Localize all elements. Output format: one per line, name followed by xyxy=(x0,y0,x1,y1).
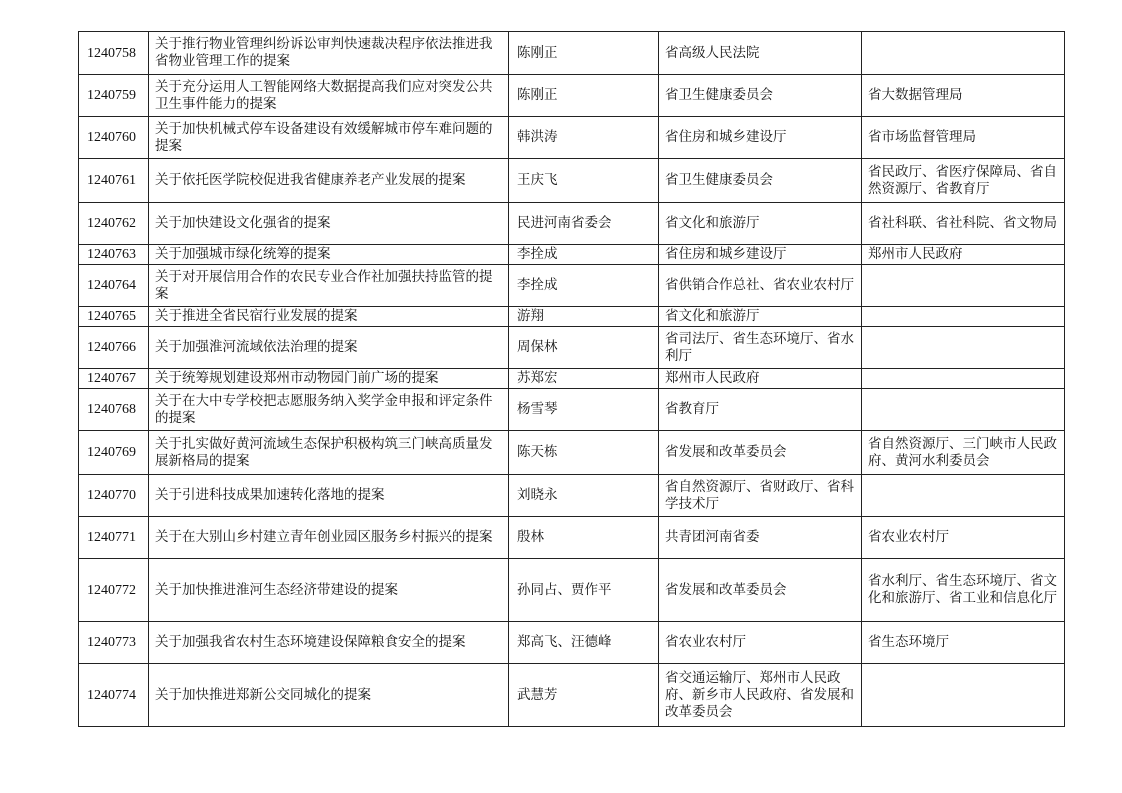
proposer: 陈刚正 xyxy=(509,32,659,75)
table-row xyxy=(79,265,1065,307)
lead-handling-unit: 省发展和改革委员会 xyxy=(659,559,862,622)
lead-handling-unit: 省交通运输厅、郑州市人民政府、新乡市人民政府、省发展和改革委员会 xyxy=(659,664,862,727)
table-row xyxy=(79,32,1065,75)
assisting-units: 省生态环境厅 xyxy=(862,622,1065,664)
proposal-table-body xyxy=(79,32,1065,727)
proposal-title: 关于加快机械式停车设备建设有效缓解城市停车难问题的提案 xyxy=(149,117,509,159)
proposal-number: 1240771 xyxy=(79,517,149,559)
assisting-units xyxy=(862,32,1065,75)
table-row xyxy=(79,431,1065,475)
proposer: 杨雪琴 xyxy=(509,389,659,431)
proposal-title: 关于加强我省农村生态环境建设保障粮食安全的提案 xyxy=(149,622,509,664)
table-row xyxy=(79,475,1065,517)
table-row xyxy=(79,203,1065,245)
assisting-units xyxy=(862,389,1065,431)
assisting-units xyxy=(862,369,1065,389)
proposal-number: 1240768 xyxy=(79,389,149,431)
proposer: 殷林 xyxy=(509,517,659,559)
proposer: 郑高飞、汪德峰 xyxy=(509,622,659,664)
assisting-units xyxy=(862,307,1065,327)
proposal-number: 1240774 xyxy=(79,664,149,727)
proposal-number: 1240764 xyxy=(79,265,149,307)
proposer: 刘晓永 xyxy=(509,475,659,517)
proposal-number: 1240765 xyxy=(79,307,149,327)
proposal-title: 关于扎实做好黄河流域生态保护积极构筑三门峡高质量发展新格局的提案 xyxy=(149,431,509,475)
proposal-number: 1240761 xyxy=(79,159,149,203)
table-row xyxy=(79,245,1065,265)
table-row xyxy=(79,117,1065,159)
proposal-number: 1240773 xyxy=(79,622,149,664)
assisting-units: 省大数据管理局 xyxy=(862,75,1065,117)
proposer: 陈天栋 xyxy=(509,431,659,475)
proposal-title: 关于依托医学院校促进我省健康养老产业发展的提案 xyxy=(149,159,509,203)
proposal-title: 关于在大中专学校把志愿服务纳入奖学金申报和评定条件的提案 xyxy=(149,389,509,431)
lead-handling-unit: 省高级人民法院 xyxy=(659,32,862,75)
proposer: 孙同占、贾作平 xyxy=(509,559,659,622)
lead-handling-unit: 省卫生健康委员会 xyxy=(659,75,862,117)
assisting-units xyxy=(862,475,1065,517)
table-row xyxy=(79,622,1065,664)
table-row xyxy=(79,307,1065,327)
table-row xyxy=(79,75,1065,117)
proposer: 王庆飞 xyxy=(509,159,659,203)
proposal-number: 1240758 xyxy=(79,32,149,75)
proposer: 陈刚正 xyxy=(509,75,659,117)
proposal-title: 关于加强淮河流域依法治理的提案 xyxy=(149,327,509,369)
table-row xyxy=(79,159,1065,203)
proposer: 武慧芳 xyxy=(509,664,659,727)
lead-handling-unit: 省司法厅、省生态环境厅、省水利厅 xyxy=(659,327,862,369)
proposal-number: 1240772 xyxy=(79,559,149,622)
proposal-title: 关于加快推进郑新公交同城化的提案 xyxy=(149,664,509,727)
proposal-title: 关于加强城市绿化统筹的提案 xyxy=(149,245,509,265)
proposer: 李拴成 xyxy=(509,245,659,265)
assisting-units: 郑州市人民政府 xyxy=(862,245,1065,265)
proposal-number: 1240763 xyxy=(79,245,149,265)
assisting-units: 省自然资源厅、三门峡市人民政府、黄河水利委员会 xyxy=(862,431,1065,475)
proposal-title: 关于引进科技成果加速转化落地的提案 xyxy=(149,475,509,517)
assisting-units: 省社科联、省社科院、省文物局 xyxy=(862,203,1065,245)
table-row xyxy=(79,327,1065,369)
table-row xyxy=(79,559,1065,622)
lead-handling-unit: 省供销合作总社、省农业农村厅 xyxy=(659,265,862,307)
assisting-units: 省水利厅、省生态环境厅、省文化和旅游厅、省工业和信息化厅 xyxy=(862,559,1065,622)
proposer: 周保林 xyxy=(509,327,659,369)
assisting-units xyxy=(862,327,1065,369)
assisting-units: 省市场监督管理局 xyxy=(862,117,1065,159)
lead-handling-unit: 省卫生健康委员会 xyxy=(659,159,862,203)
proposal-number: 1240767 xyxy=(79,369,149,389)
proposal-title: 关于加快建设文化强省的提案 xyxy=(149,203,509,245)
table-row xyxy=(79,517,1065,559)
proposer: 游翔 xyxy=(509,307,659,327)
lead-handling-unit: 省文化和旅游厅 xyxy=(659,307,862,327)
proposal-title: 关于在大别山乡村建立青年创业园区服务乡村振兴的提案 xyxy=(149,517,509,559)
table-row xyxy=(79,369,1065,389)
proposer: 李拴成 xyxy=(509,265,659,307)
lead-handling-unit: 省发展和改革委员会 xyxy=(659,431,862,475)
proposal-number: 1240762 xyxy=(79,203,149,245)
assisting-units xyxy=(862,265,1065,307)
table-row xyxy=(79,389,1065,431)
proposer: 韩洪涛 xyxy=(509,117,659,159)
lead-handling-unit: 省教育厅 xyxy=(659,389,862,431)
table-row xyxy=(79,664,1065,727)
lead-handling-unit: 省住房和城乡建设厅 xyxy=(659,117,862,159)
proposal-title: 关于推行物业管理纠纷诉讼审判快速裁决程序依法推进我省物业管理工作的提案 xyxy=(149,32,509,75)
proposal-table xyxy=(78,31,1065,727)
proposal-number: 1240766 xyxy=(79,327,149,369)
proposal-title: 关于加快推进淮河生态经济带建设的提案 xyxy=(149,559,509,622)
lead-handling-unit: 省自然资源厅、省财政厅、省科学技术厅 xyxy=(659,475,862,517)
proposal-number: 1240769 xyxy=(79,431,149,475)
proposal-number: 1240760 xyxy=(79,117,149,159)
assisting-units xyxy=(862,664,1065,727)
lead-handling-unit: 共青团河南省委 xyxy=(659,517,862,559)
lead-handling-unit: 郑州市人民政府 xyxy=(659,369,862,389)
assisting-units: 省农业农村厅 xyxy=(862,517,1065,559)
proposal-title: 关于推进全省民宿行业发展的提案 xyxy=(149,307,509,327)
proposal-number: 1240759 xyxy=(79,75,149,117)
proposal-number: 1240770 xyxy=(79,475,149,517)
proposer: 民进河南省委会 xyxy=(509,203,659,245)
lead-handling-unit: 省住房和城乡建设厅 xyxy=(659,245,862,265)
proposer: 苏郑宏 xyxy=(509,369,659,389)
proposal-title: 关于对开展信用合作的农民专业合作社加强扶持监管的提案 xyxy=(149,265,509,307)
assisting-units: 省民政厅、省医疗保障局、省自然资源厅、省教育厅 xyxy=(862,159,1065,203)
lead-handling-unit: 省文化和旅游厅 xyxy=(659,203,862,245)
proposal-title: 关于充分运用人工智能网络大数据提高我们应对突发公共卫生事件能力的提案 xyxy=(149,75,509,117)
lead-handling-unit: 省农业农村厅 xyxy=(659,622,862,664)
proposal-title: 关于统筹规划建设郑州市动物园门前广场的提案 xyxy=(149,369,509,389)
